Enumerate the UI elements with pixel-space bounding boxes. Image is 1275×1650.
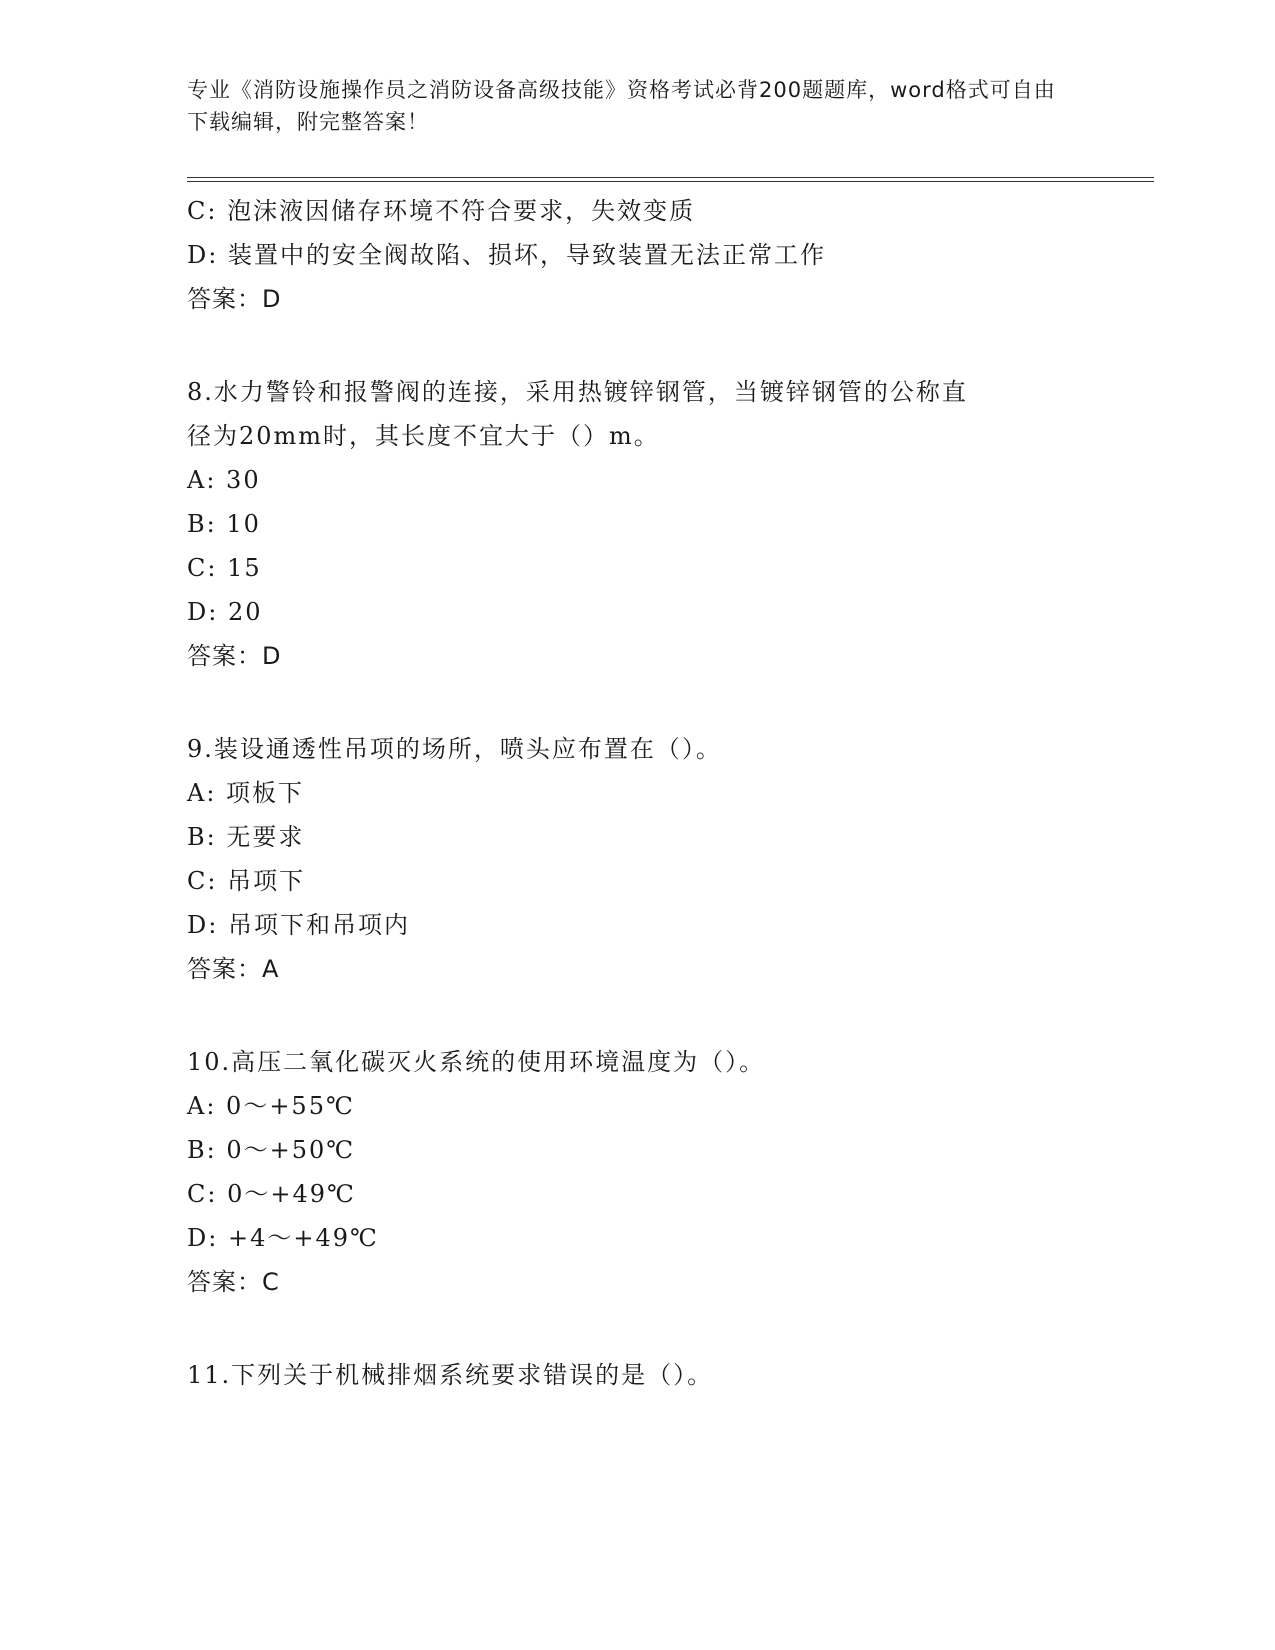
question-8-stem-line-1: 8.水力警铃和报警阀的连接，采用热镀锌钢管，当镀锌钢管的公称直 <box>187 378 968 406</box>
answer-line: 答案：D <box>187 285 282 313</box>
question-10-option-a: A: 0～+55℃ <box>187 1092 355 1120</box>
question-9-option-d: D: 吊项下和吊项内 <box>187 911 410 939</box>
option-d: D: 装置中的安全阀故陷、损坏，导致装置无法正常工作 <box>187 241 826 269</box>
question-10-answer: 答案：C <box>187 1268 280 1296</box>
question-10-option-c: C: 0～+49℃ <box>187 1180 356 1208</box>
question-8-option-d: D: 20 <box>187 598 263 626</box>
question-10-option-b: B: 0～+50℃ <box>187 1136 356 1164</box>
option-c: C: 泡沫液因储存环境不符合要求，失效变质 <box>187 197 696 225</box>
question-9-option-c: C: 吊项下 <box>187 867 306 895</box>
question-8-option-b: B: 10 <box>187 510 261 538</box>
question-8-stem-line-2: 径为20mm时，其长度不宜大于（）m。 <box>187 422 660 450</box>
question-10-stem: 10.高压二氧化碳灭火系统的使用环境温度为（）。 <box>187 1048 766 1076</box>
document-header: 专业《消防设施操作员之消防设备高级技能》资格考试必背200题题库，word格式可自由下载编辑，附完整答案！ <box>187 78 1056 134</box>
header-divider-top <box>187 177 1154 178</box>
question-9-option-b: B: 无要求 <box>187 823 305 851</box>
header-divider-bottom <box>187 181 1154 182</box>
question-8-option-a: A: 30 <box>187 466 261 494</box>
question-8-option-c: C: 15 <box>187 554 262 582</box>
question-10-option-d: D: +4～+49℃ <box>187 1224 379 1252</box>
question-9-stem: 9.装设通透性吊项的场所，喷头应布置在（）。 <box>187 735 722 763</box>
question-9-answer: 答案：A <box>187 955 280 983</box>
question-8-answer: 答案：D <box>187 642 282 670</box>
question-9-option-a: A: 项板下 <box>187 779 305 807</box>
question-11-stem: 11.下列关于机械排烟系统要求错误的是（）。 <box>187 1361 714 1389</box>
